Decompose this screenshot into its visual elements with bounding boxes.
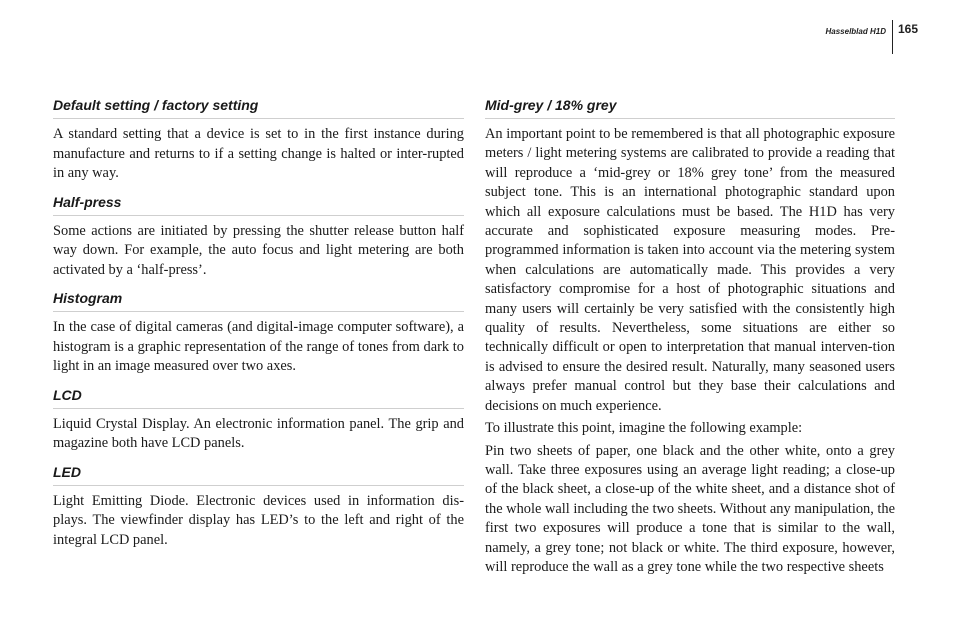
term-definition-paragraph: An important point to be remembered is that all photographic exposure meters / light metering systems are calibrated to provide a reading that will reproduce a ‘mid-grey or 18% grey tone’ from the measured subject tone. This is an international photographic standard upon which all exposure calculations must be based. The H1D has very accurate and sophisticated exposure measuring modes. Pre-programmed information is taken into account via the metering system when calculations are automatically made. This provides a very satisfactory compromise for a host of photographic situations and many users will certainly be very satisfied with the consistently high quality of results. Nevertheless, some situations are either so technically difficult or open to interpretation that manual interven-tion is advised to ensure the desired result. Naturally, many seasoned users always prefer manual control but they base their calculations and decisions on much experience. bbox=[485, 126, 895, 414]
term-heading: Default setting / factory setting bbox=[53, 96, 464, 119]
term-heading: Half-press bbox=[53, 193, 464, 216]
page-header bbox=[826, 20, 919, 54]
term-definition: Liquid Crystal Display. An electronic information panel. The grip and magazine both have LCD panels. bbox=[53, 415, 464, 451]
glossary-entry bbox=[53, 193, 464, 281]
glossary-entry bbox=[53, 386, 464, 454]
page-number: 165 bbox=[897, 22, 918, 36]
term-definition: Light Emitting Diode. Electronic devices used in information dis-plays. The viewfinder display has LED’s to the left and right of the integral LCD panel. bbox=[53, 492, 464, 548]
glossary-right-column bbox=[485, 96, 895, 580]
term-definition-paragraph: Pin two sheets of paper, one black and the other white, onto a grey wall. Take three exposures using an average light reading; a close-up of the black sheet, a close-up of the white sheet, and a distance shot of the whole wall including the two sheets. Without any manipulation, the first two exposures will produce a tone that is similar to the wall, namely, a grey tone; not black or white. The third exposure, however, will reproduce the wall as a grey tone while the two respective sheets bbox=[485, 442, 896, 575]
glossary-left-column bbox=[53, 96, 464, 550]
term-heading: Histogram bbox=[53, 289, 464, 312]
term-definition: A standard setting that a device is set to in the first instance during manufacture and returns to if a setting change is halted or inter-rupted in any way. bbox=[53, 126, 464, 181]
term-heading: LED bbox=[53, 463, 464, 486]
term-definition: Some actions are initiated by pressing the shutter release button half way down. For example, the auto focus and light metering are both activated by a ‘half-press’. bbox=[53, 222, 464, 278]
term-heading: LCD bbox=[53, 386, 464, 409]
glossary-entry bbox=[53, 463, 464, 551]
term-definition-paragraph: To illustrate this point, imagine the following example: bbox=[485, 420, 803, 437]
glossary-entry bbox=[53, 96, 464, 184]
glossary-entry bbox=[53, 289, 464, 377]
term-heading: Mid-grey / 18% grey bbox=[485, 96, 895, 119]
running-header-title: Hasselblad H1D bbox=[825, 27, 886, 36]
term-definition: In the case of digital cameras (and digital-image computer software), a histogram is a graphic representation of the range of tones from dark to light in an image measured over two axes. bbox=[53, 319, 464, 374]
